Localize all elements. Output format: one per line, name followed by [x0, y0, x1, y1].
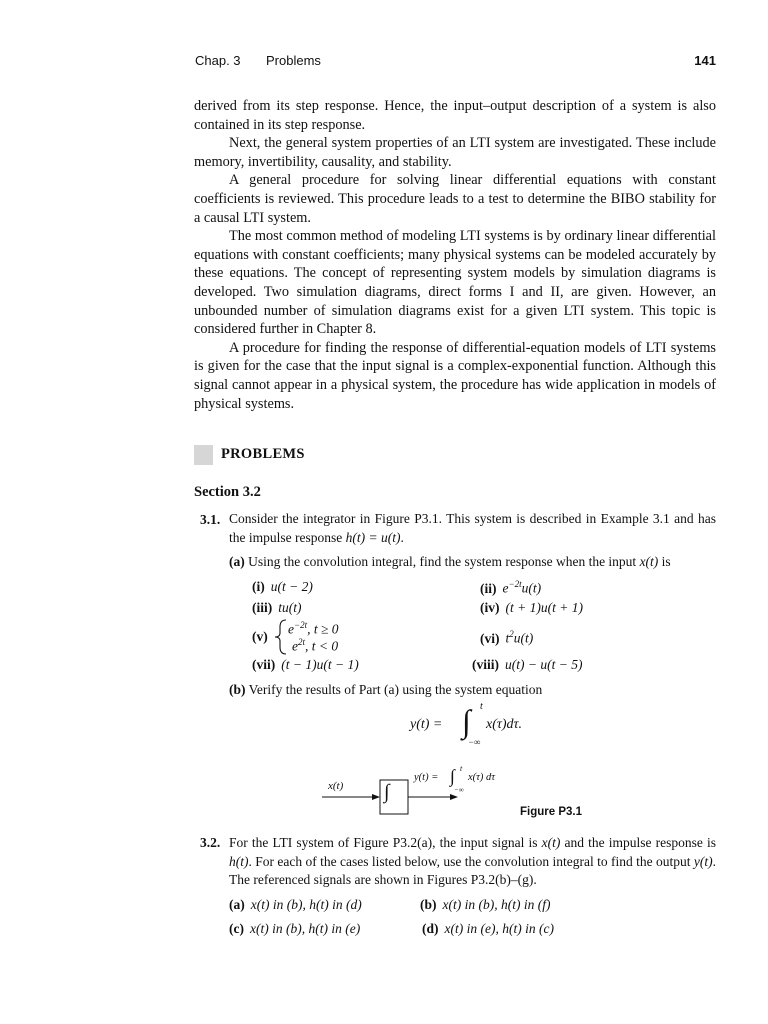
case-label: (d): [422, 921, 439, 936]
output-lhs: y(t) =: [414, 772, 439, 783]
paragraph: derived from its step response. Hence, the input–output description of a system is also contained in its step response.: [194, 98, 716, 133]
item-expr: u(t): [521, 580, 542, 596]
integral-upper-limit: t: [480, 701, 483, 712]
running-header-chapter: Chap. 3: [195, 53, 241, 68]
item-expr: (t − 1)u(t − 1): [281, 657, 359, 672]
case-condition: , t ≥ 0: [307, 621, 339, 637]
paragraph: A general procedure for solving linear differential equations with constant coefficients is reviewed. This procedure leads to a test to determine the BIBO stability for a causal LTI system.: [194, 172, 716, 226]
page-number: 141: [694, 53, 716, 68]
item-vi: [480, 629, 533, 647]
problem-number: 3.2.: [200, 835, 221, 850]
figure-caption: Figure P3.1: [520, 806, 582, 818]
block-integral-symbol: ∫: [384, 781, 390, 803]
item-label: (i): [252, 579, 265, 594]
impulse-response-expr: h(t) = u(t): [345, 529, 401, 545]
item-expr: t: [505, 630, 510, 646]
output-rhs: x(τ) dτ: [468, 772, 496, 783]
statement-text: . The referenced signals are shown in Figures P3.2(b)–(g).: [229, 853, 716, 887]
section-heading: Section 3.2: [194, 484, 261, 500]
part-b: [229, 681, 542, 700]
case-label: (a): [229, 897, 245, 912]
piecewise-brace: [274, 619, 288, 655]
statement-text: . For each of the cases listed below, use the convolution integral to find the output: [248, 853, 694, 869]
output-integral-sign: ∫: [450, 766, 455, 786]
problems-heading: PROBLEMS: [221, 446, 305, 462]
integral-lower-limit: −∞: [468, 737, 481, 747]
case-a: [229, 897, 362, 913]
problem-statement: [229, 510, 716, 547]
part-text: Verify the results of Part (a) using the system equation: [248, 682, 543, 697]
item-exponent: −2t: [508, 579, 522, 589]
part-label: (a): [229, 554, 245, 569]
input-var: x(t): [639, 554, 659, 569]
case-d: [422, 921, 554, 937]
problems-marker-box: [194, 445, 213, 465]
case-text: x(t) in (b), h(t) in (e): [249, 921, 361, 936]
item-iii: [252, 600, 302, 616]
piecewise-case-1: [288, 620, 339, 638]
item-expr: e: [502, 580, 509, 596]
paragraph: A procedure for finding the response of differential-equation models of LTI systems is given for the case that the input signal is a complex-exponential function. Although this signal cannot appear in a physical system, the procedure has wide application in models of physical systems.: [194, 339, 716, 412]
output-arrowhead: [450, 794, 458, 800]
case-expr: e: [288, 621, 294, 637]
piecewise-case-2: [292, 637, 338, 655]
statement-text: For the LTI system of Figure P3.2(a), the input signal is: [229, 835, 542, 850]
statement-text: and the impulse response is: [560, 835, 716, 850]
paragraph: The most common method of modeling LTI systems is by ordinary linear differential equations with constant coefficients; many physical systems can be modeled accurately by these equations. The concept of representing system models by simulation diagrams is developed. Two simulation diagrams, direct forms I and II, are given. However, an unbounded number of simulation diagrams exist for a given LTI system. This topic is considered further in Chapter 8.: [194, 228, 716, 338]
item-iv: [480, 600, 583, 616]
case-exponent: 2t: [298, 637, 306, 647]
item-v-label: [252, 629, 274, 645]
item-ii: [480, 579, 541, 597]
case-label: (b): [420, 897, 437, 912]
part-text: Using the convolution integral, find the system response when the input: [248, 554, 640, 569]
output-var: y(t): [693, 853, 713, 869]
input-var: x(t): [541, 835, 561, 850]
item-label: (vi): [480, 630, 500, 646]
case-exponent: −2t: [294, 620, 308, 630]
item-label: (iii): [252, 600, 273, 615]
item-label: (v): [252, 629, 268, 644]
case-b: [420, 897, 550, 913]
item-label: (vii): [252, 657, 276, 672]
item-exponent: 2: [509, 629, 514, 639]
running-header-title: Problems: [266, 53, 321, 68]
input-arrowhead: [372, 794, 380, 800]
case-text: x(t) in (e), h(t) in (c): [444, 921, 554, 936]
integral-sign: ∫: [462, 703, 471, 739]
item-expr: tu(t): [278, 600, 302, 615]
item-label: (iv): [480, 600, 500, 615]
item-label: (ii): [480, 580, 497, 596]
case-condition: , t < 0: [305, 638, 339, 654]
item-expr: u(t) − u(t − 5): [505, 657, 583, 672]
case-text: x(t) in (b), h(t) in (d): [250, 897, 362, 912]
case-expr: e: [292, 638, 298, 654]
statement-text: Consider the integrator in Figure P3.1. This system is described in Example 3.1 and has the impulse response: [229, 511, 716, 545]
problem-statement: [229, 834, 716, 890]
item-expr: u(t): [513, 630, 534, 646]
case-label: (c): [229, 921, 244, 936]
output-upper-limit: t: [460, 764, 463, 773]
item-vii: [252, 657, 359, 673]
body-text: [194, 97, 716, 413]
case-c: [229, 921, 360, 937]
equation-lhs: y(t) =: [410, 717, 443, 732]
item-expr: u(t − 2): [270, 579, 313, 594]
impulse-var: h(t): [229, 853, 249, 869]
part-a: [229, 553, 716, 572]
problem-number: 3.1.: [200, 512, 221, 527]
output-lower-limit: −∞: [454, 786, 464, 794]
part-label: (b): [229, 682, 246, 697]
item-viii: [472, 657, 582, 673]
case-text: x(t) in (b), h(t) in (f): [442, 897, 551, 912]
equation-rhs: x(τ)dτ.: [486, 717, 523, 732]
input-label-text: x(t): [328, 780, 344, 792]
item-expr: (t + 1)u(t + 1): [505, 600, 583, 615]
statement-text: .: [400, 529, 404, 545]
item-i: [252, 579, 313, 595]
paragraph: Next, the general system properties of an LTI system are investigated. These include memory, invertibility, causality, and stability.: [194, 135, 716, 170]
part-text: is: [658, 554, 671, 569]
item-label: (viii): [472, 657, 499, 672]
